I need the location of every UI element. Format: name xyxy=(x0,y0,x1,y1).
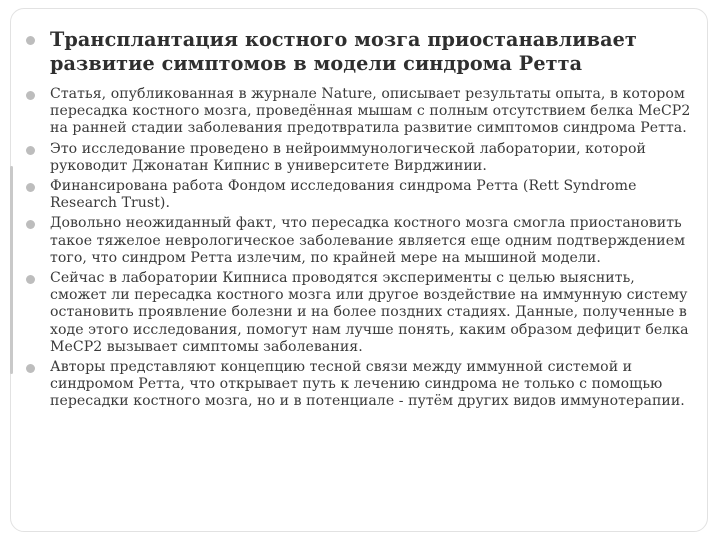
bullet-item xyxy=(22,270,694,356)
bullet-item xyxy=(22,215,694,267)
slide-title-text: Трансплантация костного мозга приостанавливает развитие симптомов в модели синдрома Ретта xyxy=(50,28,637,75)
slide-content xyxy=(22,28,694,411)
bullet-icon xyxy=(26,220,35,229)
bullet-item xyxy=(22,359,694,411)
bullet-item xyxy=(22,141,694,175)
bullet-icon xyxy=(26,36,35,45)
bullet-icon xyxy=(26,183,35,192)
bullet-item xyxy=(22,178,694,212)
bullet-icon xyxy=(26,364,35,373)
bullet-icon xyxy=(26,146,35,155)
bullet-text: Финансирована работа Фондом исследования синдрома Ретта (Rett Syndrome Research Trust). xyxy=(50,178,637,212)
slide-title xyxy=(22,28,694,76)
bullet-text: Сейчас в лаборатории Кипниса проводятся эксперименты с целью выяснить, сможет ли пересадка костного мозга или другое воздействие на иммунную систему остановить проявление болезни и на более поздних стадиях. Данные, полученные в ходе этого исследования, помогут нам лучше понять, каким образом дефицит белка MeCP2 вызывает симптомы заболевания. xyxy=(50,270,689,355)
bullet-text: Довольно неожиданный факт, что пересадка костного мозга смогла приостановить такое тяжелое неврологическое заболевание является еще одним подтверждением того, что синдром Ретта излечим, по крайней мере на мышиной модели. xyxy=(50,215,686,266)
bullet-text: Статья, опубликованная в журнале Nature, описывает результаты опыта, в котором пересадка костного мозга, проведённая мышам с полным отсутствием белка MeCP2 на ранней стадии заболевания предотвратила развитие симптомов синдрома Ретта. xyxy=(50,86,691,137)
bullet-item xyxy=(22,86,694,138)
bullet-text: Авторы представляют концепцию тесной связи между иммунной системой и синдромом Ретта, что открывает путь к лечению синдрома не только с помощью пересадки костного мозга, но и в потенциале - путём других видов иммунотерапии. xyxy=(50,359,685,410)
bullet-icon xyxy=(26,91,35,100)
bullet-icon xyxy=(26,275,35,284)
bullet-text: Это исследование проведено в нейроиммунологической лаборатории, которой руководит Джонатан Кипнис в университете Вирджинии. xyxy=(50,140,646,174)
